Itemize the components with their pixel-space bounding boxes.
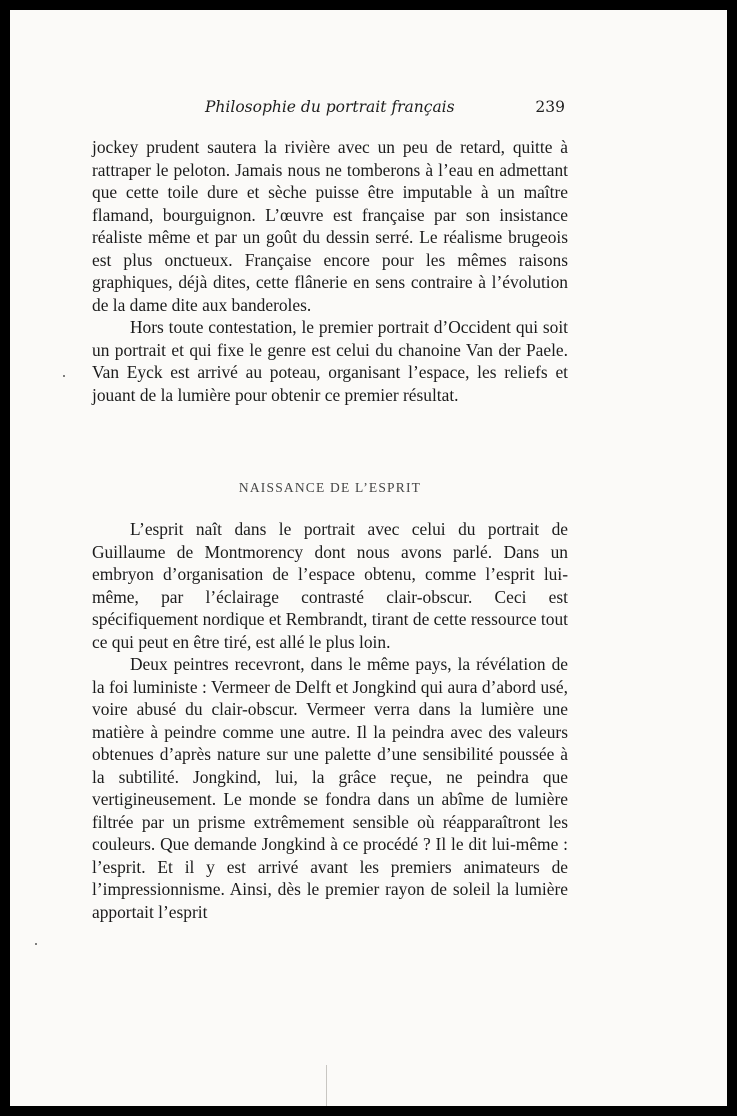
book-page — [10, 10, 727, 1106]
paragraph: L’esprit naît dans le portrait avec celui du portrait de Guillaume de Montmorency dont nous avons parlé. Dans un embryon d’organisation de l’espace obtenu, comme l’esprit lui-même, par l’éclairage contrasté clair-obscur. Ceci est spécifiquement nordique et Rembrandt, tirant de cette ressource tout ce qui peut en être tiré, est allé le plus loin. — [92, 519, 568, 652]
text-block-bottom — [92, 518, 568, 923]
text-block-top — [92, 136, 568, 406]
gutter-mark — [326, 1065, 327, 1106]
ink-speck — [63, 375, 65, 377]
paragraph: Hors toute contestation, le premier portrait d’Occident qui soit un portrait et qui fixe le genre est celui du chanoine Van der Paele. Van Eyck est arrivé au poteau, organisant l’espace, les reliefs et jouant de la lumière pour obtenir ce premier résultat. — [92, 317, 568, 405]
running-title: Philosophie du portrait français — [205, 98, 455, 116]
paragraph-continued: jockey prudent sautera la rivière avec un peu de retard, quitte à rattraper le peloton. Jamais nous ne tomberons à l’eau en admettant que cette toile dure et sèche puisse être imputable à un maître flamand, bourguignon. L’œuvre est française par son insistance réaliste même et par un goût du dessin serré. Le réalisme brugeois est plus onctueux. Française encore pour les mêmes raisons graphiques, déjà dites, cette flânerie en sens contraire à l’évolution de la dame dite aux banderoles. — [92, 137, 568, 315]
page-number: 239 — [535, 98, 565, 116]
paragraph: Deux peintres recevront, dans le même pays, la révélation de la foi luministe : Vermeer de Delft et Jongkind qui aura d’abord usé, voire abusé du clair-obscur. Vermeer verra dans la lumière une matière à peindre comme une autre. Il la peindra avec des valeurs obtenues d’après nature sur une palette d’une sensibilité poussée à la subtilité. Jongkind, lui, la grâce reçue, ne peindra que vertigineusement. Le monde se fondra dans un abîme de lumière filtrée par un prisme extrêmement sensible où réapparaîtront les couleurs. Que demande Jongkind à ce procédé ? Il le dit lui-même : l’esprit. Et il y est arrivé avant les premiers animateurs de l’impressionnisme. Ainsi, dès le premier rayon de soleil la lumière apportait l’esprit — [92, 654, 568, 922]
running-head — [205, 98, 565, 120]
section-heading: NAISSANCE DE L’ESPRIT — [238, 480, 422, 495]
ink-speck — [35, 943, 37, 945]
